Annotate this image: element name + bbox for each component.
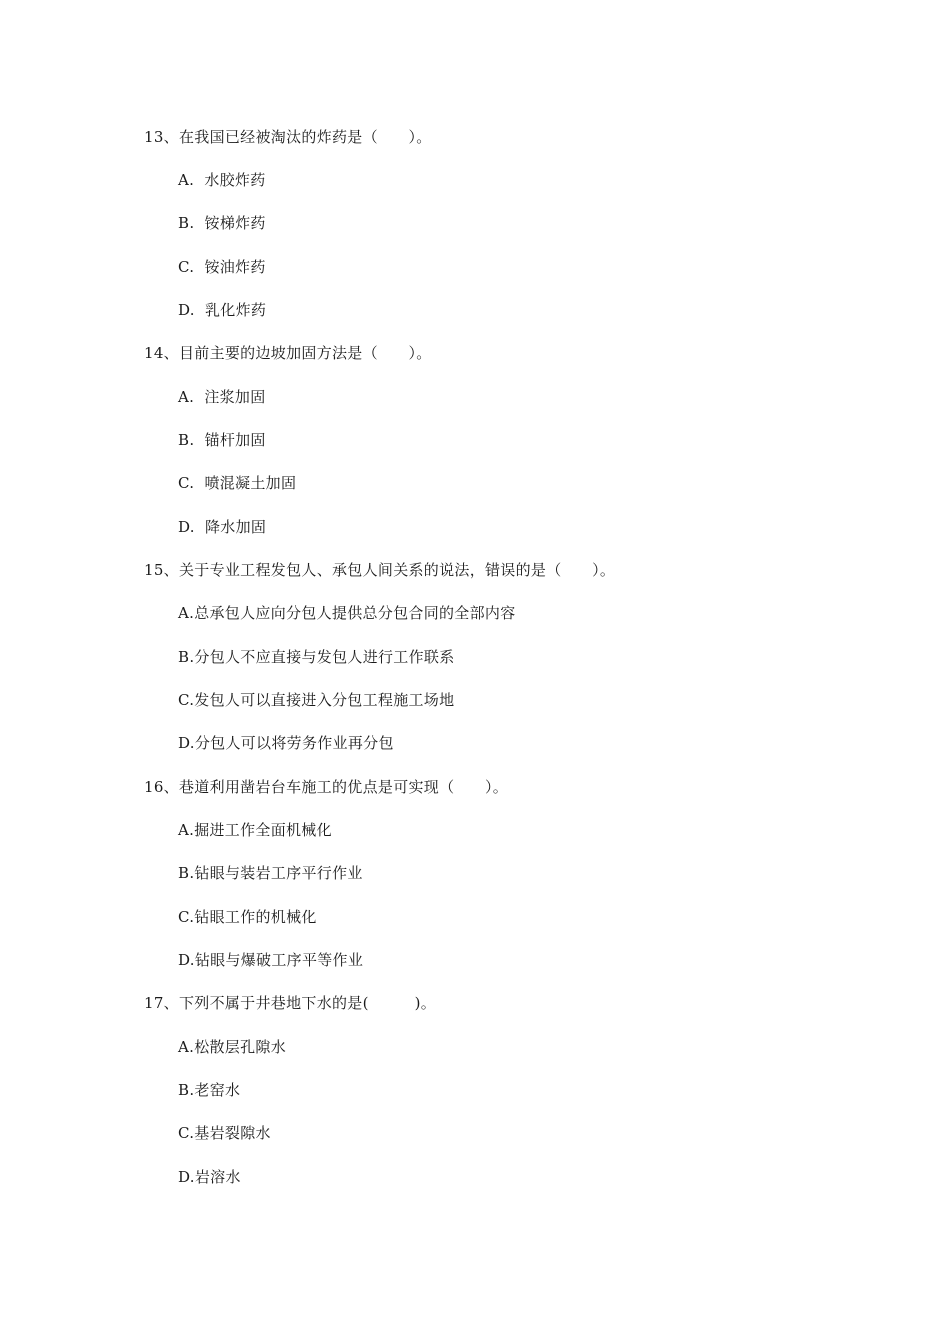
question-13-option-b: B. 铵梯炸药 [178, 214, 266, 232]
question-15-option-b: B.分包人不应直接与发包人进行工作联系 [178, 648, 455, 666]
question-17-option-b: B.老窑水 [178, 1081, 241, 1099]
question-17-option-d: D.岩溶水 [178, 1168, 241, 1186]
question-14-option-c: C. 喷混凝土加固 [178, 474, 297, 492]
question-17-stem: 17、下列不属于井巷地下水的是( )。 [144, 994, 437, 1012]
question-15-stem: 15、关于专业工程发包人、承包人间关系的说法，错误的是（ ）。 [144, 561, 616, 579]
question-15-option-a: A.总承包人应向分包人提供总分包合同的全部内容 [178, 604, 516, 622]
question-14-option-a: A. 注浆加固 [178, 388, 266, 406]
question-16-option-c: C.钻眼工作的机械化 [178, 908, 317, 926]
question-16-option-d: D.钻眼与爆破工序平等作业 [178, 951, 364, 969]
question-14-option-d: D. 降水加固 [178, 518, 267, 536]
question-14-option-b: B. 锚杆加固 [178, 431, 266, 449]
question-17-option-a: A.松散层孔隙水 [178, 1038, 287, 1056]
question-16-option-b: B.钻眼与装岩工序平行作业 [178, 864, 363, 882]
question-13-option-a: A. 水胶炸药 [178, 171, 266, 189]
question-15-option-c: C.发包人可以直接进入分包工程施工场地 [178, 691, 455, 709]
question-13-option-c: C. 铵油炸药 [178, 258, 266, 276]
question-15-option-d: D.分包人可以将劳务作业再分包 [178, 734, 394, 752]
question-16-stem: 16、巷道利用凿岩台车施工的优点是可实现（ ）。 [144, 778, 509, 796]
question-14-stem: 14、目前主要的边坡加固方法是（ ）。 [144, 344, 432, 362]
question-17-option-c: C.基岩裂隙水 [178, 1124, 271, 1142]
question-13-option-d: D. 乳化炸药 [178, 301, 267, 319]
question-16-option-a: A.掘进工作全面机械化 [178, 821, 332, 839]
question-13-stem: 13、在我国已经被淘汰的炸药是（ ）。 [144, 128, 432, 146]
